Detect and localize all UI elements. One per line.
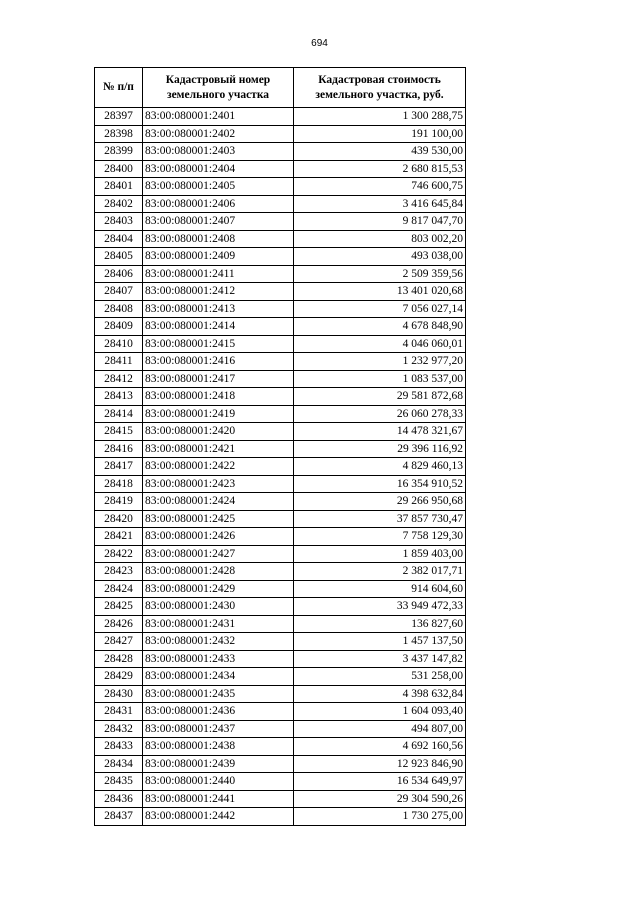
cadastral-value: 33 949 472,33 [294, 598, 466, 616]
table-row [95, 230, 466, 248]
table-row [95, 493, 466, 511]
cadastral-number: 83:00:080001:2416 [143, 353, 294, 371]
table-row [95, 318, 466, 336]
table-row [95, 633, 466, 651]
row-number: 28406 [95, 265, 143, 283]
cadastral-number: 83:00:080001:2422 [143, 458, 294, 476]
table-row [95, 615, 466, 633]
table-row [95, 808, 466, 826]
row-number: 28428 [95, 650, 143, 668]
cadastral-value: 1 457 137,50 [294, 633, 466, 651]
cadastral-number: 83:00:080001:2409 [143, 248, 294, 266]
cadastral-number: 83:00:080001:2437 [143, 720, 294, 738]
cadastral-value: 531 258,00 [294, 668, 466, 686]
row-number: 28402 [95, 195, 143, 213]
row-number: 28436 [95, 790, 143, 808]
cadastral-value: 4 829 460,13 [294, 458, 466, 476]
row-number: 28418 [95, 475, 143, 493]
cadastral-value: 4 398 632,84 [294, 685, 466, 703]
table-row [95, 580, 466, 598]
cadastral-value: 439 530,00 [294, 143, 466, 161]
cadastral-number: 83:00:080001:2406 [143, 195, 294, 213]
row-number: 28411 [95, 353, 143, 371]
row-number: 28433 [95, 738, 143, 756]
row-number: 28434 [95, 755, 143, 773]
cadastral-number: 83:00:080001:2432 [143, 633, 294, 651]
cadastral-value: 493 038,00 [294, 248, 466, 266]
header-cadastral-number: Кадастровый номер земельного участка [143, 68, 294, 108]
cadastral-number: 83:00:080001:2439 [143, 755, 294, 773]
cadastral-number: 83:00:080001:2413 [143, 300, 294, 318]
cadastral-table [94, 67, 466, 826]
cadastral-value: 914 604,60 [294, 580, 466, 598]
cadastral-number: 83:00:080001:2404 [143, 160, 294, 178]
table-header [95, 68, 466, 108]
cadastral-value: 3 416 645,84 [294, 195, 466, 213]
cadastral-number: 83:00:080001:2419 [143, 405, 294, 423]
row-number: 28419 [95, 493, 143, 511]
cadastral-value: 1 083 537,00 [294, 370, 466, 388]
cadastral-number: 83:00:080001:2402 [143, 125, 294, 143]
table-row [95, 598, 466, 616]
cadastral-value: 2 680 815,53 [294, 160, 466, 178]
table-row [95, 423, 466, 441]
table-row [95, 125, 466, 143]
table-row [95, 685, 466, 703]
row-number: 28417 [95, 458, 143, 476]
cadastral-number: 83:00:080001:2405 [143, 178, 294, 196]
cadastral-number: 83:00:080001:2434 [143, 668, 294, 686]
cadastral-number: 83:00:080001:2430 [143, 598, 294, 616]
table-row [95, 143, 466, 161]
cadastral-value: 9 817 047,70 [294, 213, 466, 231]
cadastral-number: 83:00:080001:2435 [143, 685, 294, 703]
cadastral-number: 83:00:080001:2436 [143, 703, 294, 721]
cadastral-value: 13 401 020,68 [294, 283, 466, 301]
cadastral-number: 83:00:080001:2403 [143, 143, 294, 161]
cadastral-value: 4 692 160,56 [294, 738, 466, 756]
table-row [95, 195, 466, 213]
table-row [95, 335, 466, 353]
cadastral-value: 1 604 093,40 [294, 703, 466, 721]
row-number: 28421 [95, 528, 143, 546]
cadastral-value: 7 056 027,14 [294, 300, 466, 318]
table-row [95, 440, 466, 458]
cadastral-number: 83:00:080001:2441 [143, 790, 294, 808]
table-row [95, 405, 466, 423]
cadastral-value: 1 300 288,75 [294, 108, 466, 126]
row-number: 28427 [95, 633, 143, 651]
row-number: 28432 [95, 720, 143, 738]
cadastral-number: 83:00:080001:2418 [143, 388, 294, 406]
table-row [95, 213, 466, 231]
cadastral-value: 1 730 275,00 [294, 808, 466, 826]
table-row [95, 160, 466, 178]
row-number: 28415 [95, 423, 143, 441]
row-number: 28410 [95, 335, 143, 353]
cadastral-value: 2 382 017,71 [294, 563, 466, 581]
row-number: 28407 [95, 283, 143, 301]
cadastral-value: 1 859 403,00 [294, 545, 466, 563]
row-number: 28429 [95, 668, 143, 686]
cadastral-value: 29 304 590,26 [294, 790, 466, 808]
row-number: 28437 [95, 808, 143, 826]
table-row [95, 668, 466, 686]
row-number: 28424 [95, 580, 143, 598]
row-number: 28413 [95, 388, 143, 406]
table-row [95, 510, 466, 528]
cadastral-value: 4 678 848,90 [294, 318, 466, 336]
row-number: 28425 [95, 598, 143, 616]
cadastral-number: 83:00:080001:2421 [143, 440, 294, 458]
row-number: 28409 [95, 318, 143, 336]
cadastral-value: 136 827,60 [294, 615, 466, 633]
cadastral-number: 83:00:080001:2420 [143, 423, 294, 441]
row-number: 28399 [95, 143, 143, 161]
table-row [95, 353, 466, 371]
table-row [95, 790, 466, 808]
table-row [95, 755, 466, 773]
row-number: 28430 [95, 685, 143, 703]
table-row [95, 388, 466, 406]
row-number: 28431 [95, 703, 143, 721]
table-row [95, 300, 466, 318]
cadastral-value: 4 046 060,01 [294, 335, 466, 353]
cadastral-value: 14 478 321,67 [294, 423, 466, 441]
row-number: 28423 [95, 563, 143, 581]
cadastral-number: 83:00:080001:2415 [143, 335, 294, 353]
row-number: 28426 [95, 615, 143, 633]
cadastral-number: 83:00:080001:2412 [143, 283, 294, 301]
row-number: 28398 [95, 125, 143, 143]
cadastral-value: 29 581 872,68 [294, 388, 466, 406]
header-row-number: № п/п [95, 68, 143, 108]
cadastral-number: 83:00:080001:2423 [143, 475, 294, 493]
cadastral-value: 746 600,75 [294, 178, 466, 196]
cadastral-number: 83:00:080001:2442 [143, 808, 294, 826]
table-row [95, 720, 466, 738]
table-row [95, 458, 466, 476]
cadastral-number: 83:00:080001:2424 [143, 493, 294, 511]
cadastral-value: 1 232 977,20 [294, 353, 466, 371]
table-row [95, 738, 466, 756]
cadastral-number: 83:00:080001:2411 [143, 265, 294, 283]
cadastral-number: 83:00:080001:2428 [143, 563, 294, 581]
table-row [95, 563, 466, 581]
cadastral-value: 26 060 278,33 [294, 405, 466, 423]
cadastral-number: 83:00:080001:2427 [143, 545, 294, 563]
cadastral-value: 37 857 730,47 [294, 510, 466, 528]
cadastral-value: 191 100,00 [294, 125, 466, 143]
table-body [95, 108, 466, 826]
row-number: 28412 [95, 370, 143, 388]
cadastral-number: 83:00:080001:2417 [143, 370, 294, 388]
table-row [95, 248, 466, 266]
row-number: 28401 [95, 178, 143, 196]
page-number: 694 [311, 38, 328, 49]
row-number: 28435 [95, 773, 143, 791]
row-number: 28414 [95, 405, 143, 423]
table-row [95, 703, 466, 721]
row-number: 28408 [95, 300, 143, 318]
cadastral-number: 83:00:080001:2425 [143, 510, 294, 528]
row-number: 28405 [95, 248, 143, 266]
cadastral-value: 16 534 649,97 [294, 773, 466, 791]
table-row [95, 108, 466, 126]
row-number: 28403 [95, 213, 143, 231]
table-row [95, 528, 466, 546]
row-number: 28404 [95, 230, 143, 248]
row-number: 28416 [95, 440, 143, 458]
row-number: 28422 [95, 545, 143, 563]
cadastral-number: 83:00:080001:2414 [143, 318, 294, 336]
cadastral-value: 2 509 359,56 [294, 265, 466, 283]
table-row [95, 370, 466, 388]
cadastral-value: 803 002,20 [294, 230, 466, 248]
cadastral-number: 83:00:080001:2433 [143, 650, 294, 668]
cadastral-value: 7 758 129,30 [294, 528, 466, 546]
cadastral-number: 83:00:080001:2426 [143, 528, 294, 546]
table-row [95, 475, 466, 493]
table-header-row [95, 68, 466, 108]
cadastral-value: 494 807,00 [294, 720, 466, 738]
cadastral-number: 83:00:080001:2407 [143, 213, 294, 231]
cadastral-number: 83:00:080001:2401 [143, 108, 294, 126]
row-number: 28397 [95, 108, 143, 126]
cadastral-value: 12 923 846,90 [294, 755, 466, 773]
row-number: 28400 [95, 160, 143, 178]
header-cadastral-value: Кадастровая стоимость земельного участка, руб. [294, 68, 466, 108]
table-row [95, 545, 466, 563]
table-row [95, 773, 466, 791]
cadastral-number: 83:00:080001:2429 [143, 580, 294, 598]
cadastral-number: 83:00:080001:2431 [143, 615, 294, 633]
cadastral-number: 83:00:080001:2408 [143, 230, 294, 248]
cadastral-value: 29 396 116,92 [294, 440, 466, 458]
cadastral-number: 83:00:080001:2438 [143, 738, 294, 756]
cadastral-value: 3 437 147,82 [294, 650, 466, 668]
cadastral-value: 29 266 950,68 [294, 493, 466, 511]
table-row [95, 283, 466, 301]
cadastral-number: 83:00:080001:2440 [143, 773, 294, 791]
table-row [95, 650, 466, 668]
table-row [95, 265, 466, 283]
row-number: 28420 [95, 510, 143, 528]
cadastral-value: 16 354 910,52 [294, 475, 466, 493]
table-row [95, 178, 466, 196]
